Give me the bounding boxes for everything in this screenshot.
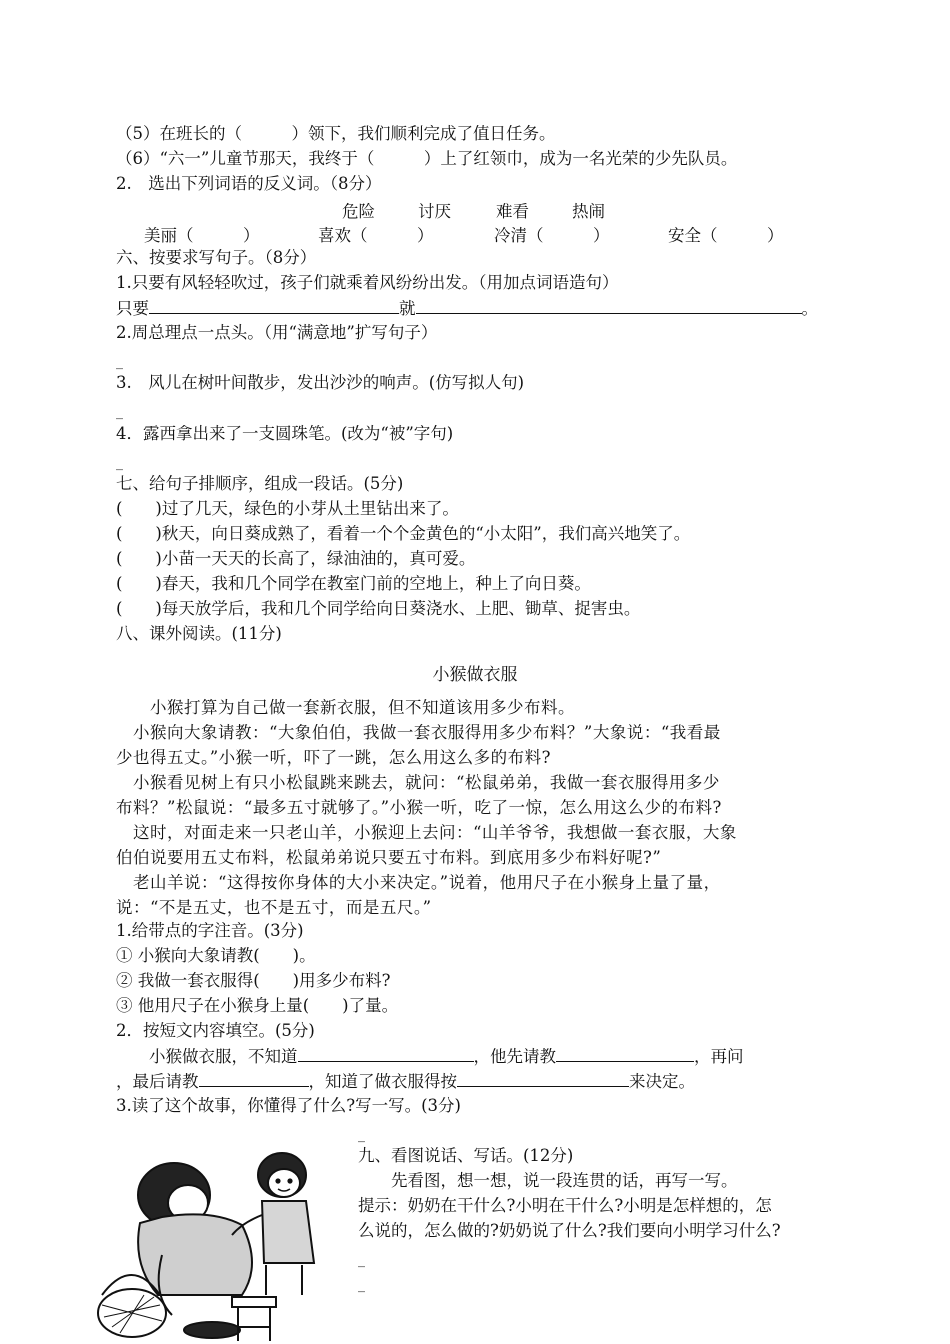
fill-text: ，最后请教 <box>116 1072 199 1091</box>
answer-blank-1[interactable] <box>149 297 399 314</box>
answer-line[interactable]: _ <box>358 1277 365 1293</box>
section-6-heading: 六、按要求写句子。（8分） <box>116 248 317 267</box>
fill-text: 小猴做衣服，不知道 <box>116 1047 298 1066</box>
answer-line[interactable]: _ <box>116 354 123 370</box>
grandma-and-boy-illustration <box>92 1145 344 1343</box>
story-paragraph: 伯伯说要用五丈布料，松鼠弟弟说只要五寸布料。到底用多少布料好呢?” <box>116 848 662 867</box>
fill-text: ，知道了做衣服得按 <box>308 1072 457 1091</box>
fill-text: ，再问 <box>694 1047 744 1066</box>
story-paragraph: 老山羊说：“这得按你身体的大小来决定。”说着，他用尺子在小猴身上量了量， <box>116 873 721 892</box>
story-paragraph: 说：“不是五丈，也不是五寸，而是五尺。” <box>116 898 432 917</box>
section-9-instruction: 先看图，想一想，说一段连贯的话，再写一写。 <box>358 1171 738 1190</box>
order-item-4: ( )春天，我和几个同学在教室门前的空地上，种上了向日葵。 <box>116 574 591 593</box>
story-paragraph: 小猴打算为自己做一套新衣服，但不知道该用多少布料。 <box>116 698 575 717</box>
fill-text: ，他先请教 <box>473 1047 556 1066</box>
fill-blank[interactable] <box>556 1045 694 1062</box>
antonym-blank-2[interactable]: 喜欢（ ） <box>318 226 434 245</box>
section-6-q3: 3. 风儿在树叶间散步，发出沙沙的响声。(仿写拟人句) <box>116 373 525 392</box>
section-9-hint: 提示：奶奶在干什么?小明在干什么?小明是怎样想的，怎 <box>358 1196 772 1215</box>
fill-blank[interactable] <box>199 1070 309 1087</box>
answer-end: 。 <box>801 299 818 318</box>
answer-line[interactable]: _ <box>358 1252 365 1268</box>
fill-blank[interactable] <box>457 1070 629 1087</box>
antonym-blank-3[interactable]: 冷清（ ） <box>494 226 610 245</box>
section-9-hint: 么说的，怎么做的?奶奶说了什么?我们要向小明学习什么? <box>358 1221 781 1240</box>
reading-q1: 1.给带点的字注音。(3分) <box>116 921 304 940</box>
story-title: 小猴做衣服 <box>432 665 518 685</box>
word-4: 热闹 <box>572 202 605 221</box>
order-item-3: ( )小苗一天天的长高了，绿油油的，真可爱。 <box>116 549 476 568</box>
reading-q1-item-1: ① 小猴向大象请教( )。 <box>116 946 316 965</box>
story-paragraph: 少也得五丈。”小猴一听，吓了一跳，怎么用这么多的布料? <box>116 748 552 767</box>
story-paragraph: 这时，对面走来一只老山羊，小猴迎上去问：“山羊爷爷，我想做一套衣服，大象 <box>116 823 737 842</box>
answer-mid: 就 <box>399 299 416 318</box>
answer-line[interactable]: _ <box>116 455 123 471</box>
question-antonyms: 2. 选出下列词语的反义词。（8分） <box>116 174 382 193</box>
story-paragraph: 布料？”松鼠说：“最多五寸就够了。”小猴一听，吃了一惊，怎么用这么少的布料? <box>116 798 722 817</box>
antonym-blank-4[interactable]: 安全（ ） <box>668 226 784 245</box>
order-item-2: ( )秋天，向日葵成熟了，看着一个个金黄色的“小太阳”，我们高兴地笑了。 <box>116 524 691 543</box>
reading-q2-line-1 <box>116 1045 744 1068</box>
answer-line[interactable]: _ <box>358 1127 365 1143</box>
section-7-heading: 七、给句子排顺序，组成一段话。(5分) <box>116 474 404 493</box>
section-8-heading: 八、课外阅读。(11分) <box>116 624 282 643</box>
order-item-5: ( )每天放学后，我和几个同学给向日葵浇水、上肥、锄草、捉害虫。 <box>116 599 641 618</box>
fill-item-6: （6）“六一”儿童节那天，我终于（ ）上了红领巾，成为一名光荣的少先队员。 <box>116 149 738 168</box>
word-1: 危险 <box>342 202 375 221</box>
section-9-heading: 九、看图说话、写话。(12分) <box>358 1146 574 1165</box>
antonym-blank-1[interactable]: 美丽（ ） <box>144 226 260 245</box>
fill-item-5: （5）在班长的（ ）领下，我们顺利完成了值日任务。 <box>116 124 556 143</box>
section-6-q1: 1.只要有风轻轻吹过，孩子们就乘着风纷纷出发。（用加点词语造句） <box>116 273 619 292</box>
section-6-q1-answer <box>116 297 818 320</box>
reading-q1-item-3: ③ 他用尺子在小猴身上量( )了量。 <box>116 996 399 1015</box>
order-item-1: ( )过了几天，绿色的小芽从土里钻出来了。 <box>116 499 459 518</box>
answer-prefix: 只要 <box>116 299 149 318</box>
reading-q2: 2．按短文内容填空。(5分) <box>116 1021 315 1040</box>
answer-line[interactable]: _ <box>116 404 123 420</box>
word-2: 讨厌 <box>418 202 451 221</box>
answer-blank-2[interactable] <box>416 297 802 314</box>
fill-text: 来决定。 <box>629 1072 695 1091</box>
fill-blank[interactable] <box>298 1045 474 1062</box>
story-paragraph: 小猴向大象请教：“大象伯伯，我做一套衣服得用多少布料？”大象说：“我看最 <box>116 723 721 742</box>
reading-q1-item-2: ② 我做一套衣服得( )用多少布料? <box>116 971 391 990</box>
section-6-q2: 2.周总理点一点头。（用“满意地”扩写句子） <box>116 323 438 342</box>
word-3: 难看 <box>496 202 529 221</box>
reading-q2-line-2 <box>116 1070 695 1093</box>
story-paragraph: 小猴看见树上有只小松鼠跳来跳去，就问：“松鼠弟弟，我做一套衣服得用多少 <box>116 773 720 792</box>
section-6-q4: 4．露西拿出来了一支圆珠笔。(改为“被”字句) <box>116 424 454 443</box>
reading-q3: 3.读了这个故事，你懂得了什么?写一写。(3分) <box>116 1096 461 1115</box>
